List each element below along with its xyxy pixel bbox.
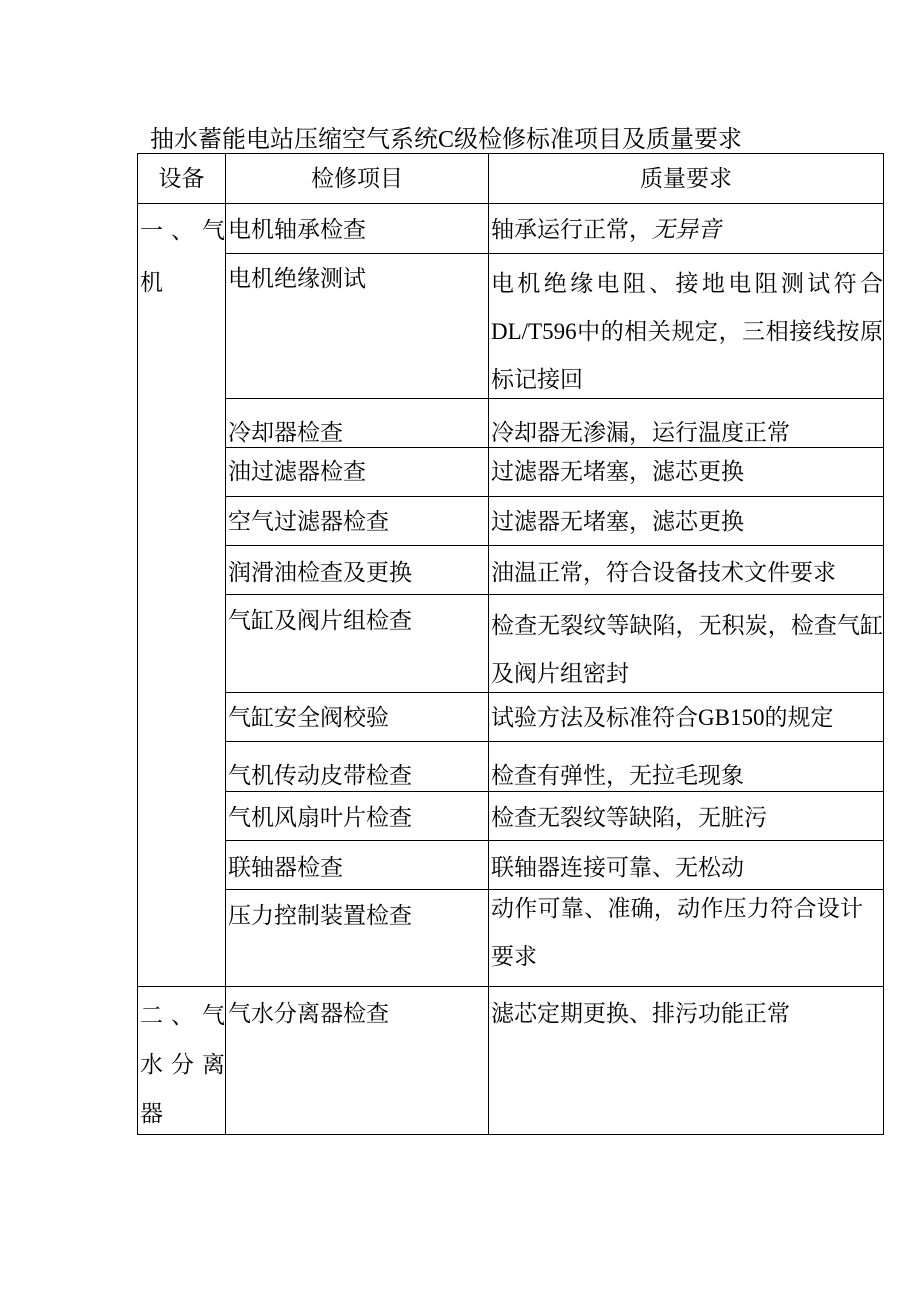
item-cell bbox=[226, 841, 489, 890]
requirement-plain: 轴承运行正常， bbox=[491, 217, 652, 242]
table-row bbox=[138, 448, 884, 497]
equipment-label: 一、气机 bbox=[140, 218, 225, 295]
item-cell bbox=[226, 987, 489, 1135]
requirement-cell bbox=[489, 693, 884, 742]
requirement-cell bbox=[489, 841, 884, 890]
item-label: 电机轴承检查 bbox=[228, 217, 366, 242]
item-label: 气缸安全阀校验 bbox=[228, 705, 389, 730]
table-row bbox=[138, 890, 884, 987]
requirement-text: 联轴器连接可靠、无松动 bbox=[491, 855, 744, 880]
requirement-text: 过滤器无堵塞，滤芯更换 bbox=[491, 509, 744, 534]
requirement-cell bbox=[489, 448, 884, 497]
item-label: 气水分离器检查 bbox=[228, 1001, 389, 1026]
item-label: 气缸及阀片组检查 bbox=[228, 608, 412, 633]
requirement-cell bbox=[489, 546, 884, 595]
requirement-text: 滤芯定期更换、排污功能正常 bbox=[491, 1001, 790, 1026]
item-label: 空气过滤器检查 bbox=[228, 509, 389, 534]
maintenance-standard-table bbox=[137, 153, 884, 1135]
item-label: 气机风扇叶片检查 bbox=[228, 805, 412, 830]
item-cell bbox=[226, 693, 489, 742]
table-row bbox=[138, 546, 884, 595]
item-label: 冷却器检查 bbox=[228, 420, 343, 445]
requirement-cell bbox=[489, 399, 884, 448]
item-cell bbox=[226, 546, 489, 595]
item-label: 联轴器检查 bbox=[228, 855, 343, 880]
equipment-cell bbox=[138, 204, 226, 987]
equipment-label: 二、气水分离器 bbox=[140, 1003, 225, 1126]
header-equipment: 设备 bbox=[138, 154, 226, 204]
table-row bbox=[138, 254, 884, 399]
document-title: 抽水蓄能电站压缩空气系统C级检修标准项目及质量要求 bbox=[150, 127, 743, 153]
requirement-cell bbox=[489, 204, 884, 254]
table-row bbox=[138, 497, 884, 546]
requirement-text: 检查无裂纹等缺陷，无脏污 bbox=[491, 805, 767, 830]
item-cell bbox=[226, 890, 489, 987]
item-cell bbox=[226, 448, 489, 497]
requirement-text: 检查无裂纹等缺陷，无积炭，检查气缸及阀片组密封 bbox=[491, 613, 883, 686]
equipment-cell bbox=[138, 987, 226, 1135]
requirement-text bbox=[491, 206, 883, 254]
table-row bbox=[138, 792, 884, 841]
item-cell bbox=[226, 254, 489, 399]
requirement-cell bbox=[489, 890, 884, 987]
item-cell bbox=[226, 792, 489, 841]
item-label: 电机绝缘测试 bbox=[228, 266, 366, 291]
requirement-text: 电机绝缘电阻、接地电阻测试符合DL/T596中的相关规定，三相接线按原标记接回 bbox=[491, 271, 883, 392]
header-requirement: 质量要求 bbox=[489, 154, 884, 204]
requirement-emphasis: 无异音 bbox=[652, 217, 721, 242]
table-row bbox=[138, 693, 884, 742]
item-cell bbox=[226, 595, 489, 693]
header-item: 检修项目 bbox=[226, 154, 489, 204]
item-cell bbox=[226, 204, 489, 254]
requirement-cell bbox=[489, 792, 884, 841]
table-row bbox=[138, 987, 884, 1135]
table-row bbox=[138, 742, 884, 792]
requirement-cell bbox=[489, 742, 884, 792]
item-cell bbox=[226, 497, 489, 546]
item-label: 油过滤器检查 bbox=[228, 459, 366, 484]
table-row bbox=[138, 204, 884, 254]
table-row bbox=[138, 841, 884, 890]
requirement-cell bbox=[489, 987, 884, 1135]
requirement-text: 冷却器无渗漏，运行温度正常 bbox=[491, 420, 790, 445]
item-label: 压力控制装置检查 bbox=[228, 903, 412, 928]
requirement-text: 动作可靠、准确，动作压力符合设计要求 bbox=[491, 896, 863, 969]
item-label: 气机传动皮带检查 bbox=[228, 763, 412, 788]
requirement-text: 油温正常，符合设备技术文件要求 bbox=[491, 560, 836, 585]
table-row bbox=[138, 595, 884, 693]
requirement-text: 过滤器无堵塞，滤芯更换 bbox=[491, 459, 744, 484]
requirement-cell bbox=[489, 254, 884, 399]
requirement-cell bbox=[489, 595, 884, 693]
requirement-text: 试验方法及标准符合GB150的规定 bbox=[491, 705, 834, 730]
table-row bbox=[138, 399, 884, 448]
item-label: 润滑油检查及更换 bbox=[228, 560, 412, 585]
requirement-cell bbox=[489, 497, 884, 546]
requirement-text: 检查有弹性，无拉毛现象 bbox=[491, 763, 744, 788]
item-cell bbox=[226, 399, 489, 448]
item-cell bbox=[226, 742, 489, 792]
table-header-row bbox=[138, 154, 884, 204]
